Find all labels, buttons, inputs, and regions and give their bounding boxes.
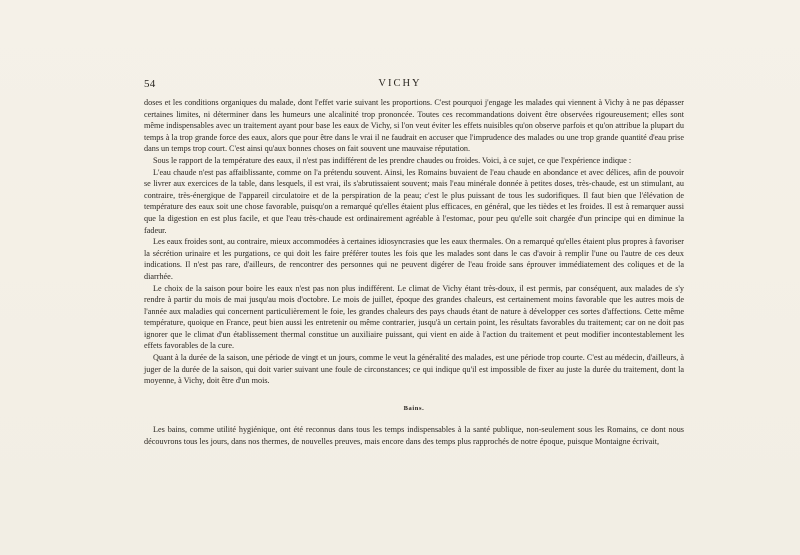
paragraph: Sous le rapport de la température des eaux, il n'est pas indifférent de les prendre chaudes ou froides. Voici, à ce sujet, ce que l'expérience indique : [153, 155, 632, 165]
paragraph: doses et les conditions organiques du malade, dont l'effet varie suivant les proportions. C'est pourquoi j'engage les malades qui viennent à Vichy à ne pas dépasser certaines limites, ni déterminer dans les humeurs une alcalinité trop prononcée. Toutes ces recommandations doivent être observées rigoureusement; elles sont même indispensables avec un traitement ayant pour base les eaux de Vichy, si l'on veut éviter les effets nuisibles qu'on observe parfois et qu'on attribue la plupart du temps à la trop grande force des eaux, alors que pour être dans le vrai il ne faudrait en accuser que l'imprudence des malades ou une trop grande quantité d'eau prise dans un temps trop court. C'est ainsi qu'aux bonnes choses on fait souvent une mauvaise réputation. [144, 98, 684, 154]
paragraph: L'eau chaude n'est pas affaiblissante, comme on l'a prétendu souvent. Ainsi, les Romains buvaient de l'eau chaude en abondance et avec délices, afin de pouvoir se livrer aux exercices de la table, dans lesquels, il est vrai, ils s'abrutissaient souvent; mais l'eau minérale donnée à petites doses, très-chaude, est un stimulant, au contraire, très-énergique de l'appareil circulatoire et de la perspiration de la peau; c'est le plus puissant de tous les sudorifiques. Il faut bien que l'élévation de température des eaux soit une chose favorable, puisqu'on a remarqué qu'elles étaient plus efficaces, en général, que les tièdes et les froides. Il est à remarquer aussi que la digestion en est plus facile, et que l'eau très-chaude est ordinairement agréable à l'estomac, pour peu qu'elle soit chargée d'un principe qui en diminue la fadeur. [144, 167, 684, 235]
spacer [144, 387, 684, 395]
paragraph: Les bains, comme utilité hygiénique, ont été reconnus dans tous les temps indispensables à la santé publique, non-seulement sous les Romains, ce dont nous découvrons tous les jours, dans nos thermes, de nouvelles preuves, mais encore dans des temps plus rapprochés de notre époque, puisque Montaigne écrivait, [144, 425, 684, 447]
paragraph: Les eaux froides sont, au contraire, mieux accommodées à certaines idiosyncrasies que les eaux thermales. On a remarqué qu'elles étaient plus propres à favoriser la sécrétion urinaire et les purgations, ce qui doit les faire préférer toutes les fois que les malades sont dans le cas d'avoir à remplir l'une ou l'autre de ces deux indications. Il n'est pas rare, d'ailleurs, de rencontrer des personnes qui ne peuvent digérer de l'eau froide sans éprouver immédiatement des coliques et de la diarrhée. [144, 237, 684, 281]
section-heading: Bains. [403, 404, 425, 412]
page-number: 54 [144, 78, 156, 90]
running-title: VICHY [378, 78, 422, 89]
paragraph: Quant à la durée de la saison, une période de vingt et un jours, comme le veut la généralité des malades, est une période trop courte. C'est au médecin, d'ailleurs, à juger de la durée de la saison, qui doit varier suivant une foule de circonstances; ce qui indique qu'il est impossible de fixer au juste la durée du traitement, dont la moyenne, à Vichy, doit être d'un mois. [144, 353, 684, 386]
paragraph: Le choix de la saison pour boire les eaux n'est pas non plus indifférent. Le climat de Vichy étant très-doux, il est permis, par conséquent, aux malades de s'y rendre à partir du mois de mai jusqu'au mois d'octobre. Le mois de juillet, époque des grandes chaleurs, est certainement moins favorable que les autres mois de l'année aux maladies qui concernent particulièrement le foie, les grandes chaleurs des pays chauds étant de nature à développer ces sortes d'affections. Cette même température, quoique en France, peut bien aussi les entretenir ou même contrarier, jusqu'à un certain point, les résultats favorables du traitement; car on ne doit pas ignorer que le climat d'un établissement thermal constitue un auxiliaire puissant, qui vient en aide à l'action du traitement et peut modifier incontestablement les effets favorables de la cure. [144, 283, 684, 351]
body-text [144, 97, 684, 448]
